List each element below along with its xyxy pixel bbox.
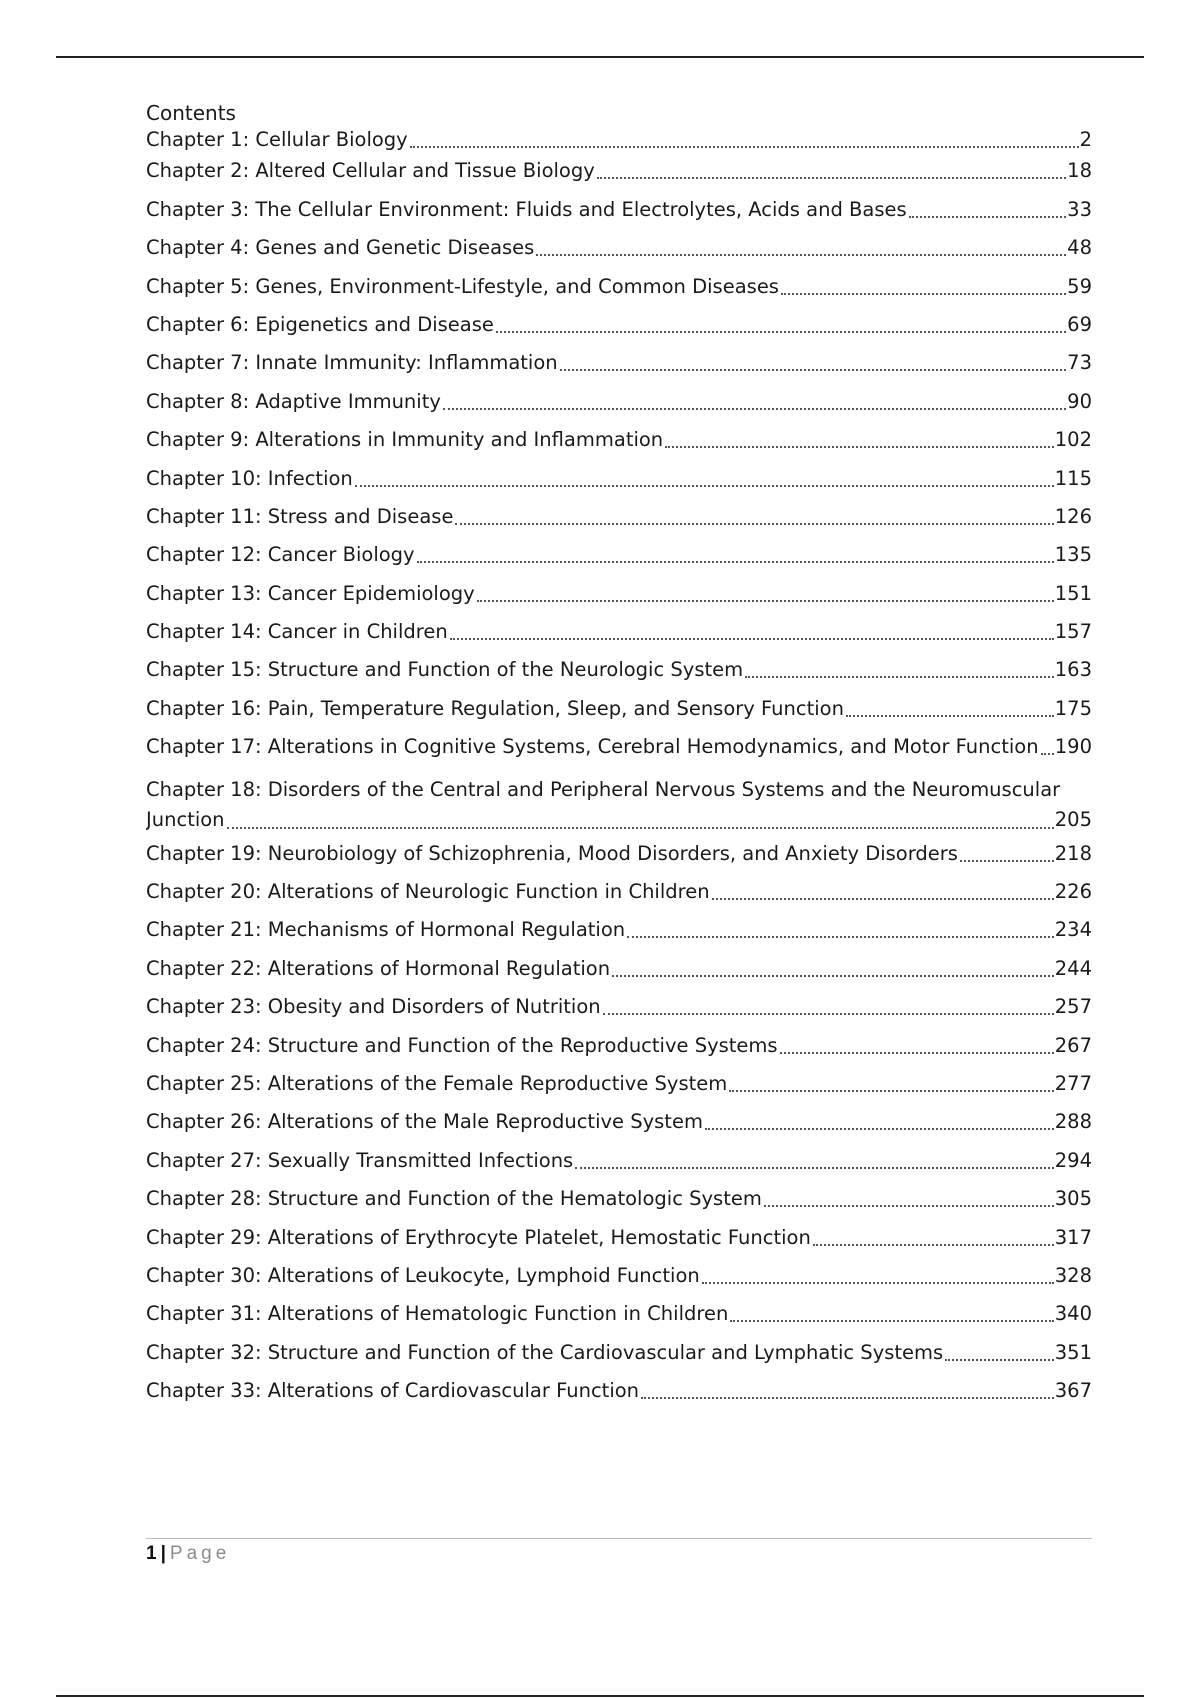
toc-entry-page: 277 (1054, 1071, 1092, 1095)
toc-entry[interactable] (146, 1106, 1092, 1144)
toc-entry[interactable] (146, 991, 1092, 1029)
dot-leader (764, 1205, 1054, 1207)
toc-entry-page: 175 (1054, 696, 1092, 720)
dot-leader (1041, 753, 1054, 755)
toc-entry[interactable] (146, 1260, 1092, 1298)
toc-entry-page: 135 (1054, 543, 1092, 567)
toc-entry-page: 59 (1067, 274, 1092, 298)
top-rule (56, 56, 1144, 58)
toc-entry[interactable] (146, 876, 1092, 914)
toc-entry[interactable] (146, 424, 1092, 462)
toc-entry[interactable] (146, 1029, 1092, 1067)
dot-leader (227, 827, 1054, 829)
dot-leader (781, 293, 1066, 295)
toc-entry-page: 157 (1054, 620, 1092, 644)
toc-entry-title: Chapter 26: Alterations of the Male Reproductive System (146, 1110, 703, 1134)
dot-leader (455, 523, 1053, 525)
toc-entry-title: Chapter 27: Sexually Transmitted Infections (146, 1148, 574, 1172)
toc-entry[interactable] (146, 1183, 1092, 1221)
dot-leader (730, 1320, 1053, 1322)
toc-entry[interactable] (146, 1068, 1092, 1106)
toc-entry-title: Chapter 5: Genes, Environment-Lifestyle, and Common Diseases (146, 274, 779, 298)
toc-entry[interactable] (146, 769, 1092, 837)
toc-entry-page: 244 (1054, 956, 1092, 980)
toc-entry-page: 102 (1054, 428, 1092, 452)
toc-entry[interactable] (146, 539, 1092, 577)
footer-rule (146, 1538, 1092, 1539)
toc-entry-title: Chapter 28: Structure and Function of the Hematologic System (146, 1187, 762, 1211)
toc-entry-page: 328 (1054, 1263, 1092, 1287)
toc-entry[interactable] (146, 577, 1092, 615)
dot-leader (410, 146, 1079, 148)
toc-entry-title: Chapter 2: Altered Cellular and Tissue Biology (146, 159, 595, 183)
dot-leader (575, 1167, 1054, 1169)
toc-entry-title: Chapter 13: Cancer Epidemiology (146, 581, 475, 605)
toc-entry-page: 190 (1054, 735, 1092, 759)
dot-leader (443, 408, 1066, 410)
toc-entry-title: Chapter 24: Structure and Function of the Reproductive Systems (146, 1033, 778, 1057)
toc-entry-title: Chapter 23: Obesity and Disorders of Nutrition (146, 995, 601, 1019)
toc-entry[interactable] (146, 232, 1092, 270)
dot-leader (813, 1244, 1054, 1246)
dot-leader (665, 446, 1054, 448)
dot-leader (627, 936, 1054, 938)
toc-entry-page: 267 (1054, 1033, 1092, 1057)
toc-entry-page: 257 (1054, 995, 1092, 1019)
dot-leader (712, 898, 1054, 900)
toc-entry-title: Chapter 10: Infection (146, 466, 353, 490)
toc-entry-title: Chapter 1: Cellular Biology (146, 128, 408, 151)
toc-entry-title: Chapter 30: Alterations of Leukocyte, Lymphoid Function (146, 1263, 700, 1287)
toc-entry[interactable] (146, 1221, 1092, 1259)
toc-entry[interactable] (146, 616, 1092, 654)
toc-list-continued (146, 837, 1092, 1413)
toc-entry-title: Chapter 33: Alterations of Cardiovascular Function (146, 1379, 640, 1403)
toc-list (146, 126, 1092, 769)
dot-leader (597, 177, 1066, 179)
toc-entry-title: Chapter 9: Alterations in Immunity and Inflammation (146, 428, 664, 452)
toc-entry[interactable] (146, 1336, 1092, 1374)
toc-entry-page: 115 (1054, 466, 1092, 490)
toc-entry-title: Chapter 17: Alterations in Cognitive Systems, Cerebral Hemodynamics, and Motor Function (146, 735, 1039, 759)
toc-entry[interactable] (146, 692, 1092, 730)
toc-entry[interactable] (146, 1375, 1092, 1413)
toc-entry-page: 90 (1067, 389, 1092, 413)
toc-entry[interactable] (146, 1298, 1092, 1336)
dot-leader (702, 1282, 1054, 1284)
toc-entry-page: 163 (1054, 658, 1092, 682)
toc-entry-page: 126 (1054, 504, 1092, 528)
toc-entry-title: Chapter 8: Adaptive Immunity (146, 389, 441, 413)
toc-entry-title-continued: Junction (146, 808, 225, 832)
toc-entry-continuation (146, 804, 1092, 834)
toc-entry-title: Chapter 20: Alterations of Neurologic Function in Children (146, 880, 710, 904)
toc-entry-title: Chapter 4: Genes and Genetic Diseases (146, 236, 535, 260)
toc-entry-title: Chapter 6: Epigenetics and Disease (146, 312, 494, 336)
dot-leader (780, 1052, 1054, 1054)
page-number: 1 (146, 1543, 157, 1564)
toc-entry[interactable] (146, 385, 1092, 423)
toc-entry-page: 226 (1054, 880, 1092, 904)
toc-entry-page: 2 (1079, 128, 1092, 151)
toc-entry[interactable] (146, 501, 1092, 539)
dot-leader (745, 676, 1054, 678)
toc-entry-title: Chapter 18: Disorders of the Central and Peripheral Nervous Systems and the Neuromuscular (146, 778, 1061, 802)
toc-entry-title: Chapter 25: Alterations of the Female Reproductive System (146, 1071, 728, 1095)
toc-entry-title: Chapter 32: Structure and Function of the Cardiovascular and Lymphatic Systems (146, 1340, 944, 1364)
toc-entry-page: 33 (1067, 197, 1092, 221)
toc-entry-title: Chapter 14: Cancer in Children (146, 620, 448, 644)
toc-entry-title: Chapter 3: The Cellular Environment: Fluids and Electrolytes, Acids and Bases (146, 197, 907, 221)
dot-leader (450, 638, 1054, 640)
toc-entry-page: 367 (1054, 1379, 1092, 1403)
dot-leader (603, 1013, 1054, 1015)
dot-leader (960, 860, 1054, 862)
toc-entry-page: 288 (1054, 1110, 1092, 1134)
toc-entry-title: Chapter 11: Stress and Disease (146, 504, 454, 528)
toc-entry[interactable] (146, 126, 1092, 155)
page-footer (146, 1542, 230, 1566)
toc-entry-title: Chapter 19: Neurobiology of Schizophrenia, Mood Disorders, and Anxiety Disorders (146, 841, 958, 865)
toc-entry-page: 317 (1054, 1225, 1092, 1249)
toc-entry[interactable] (146, 193, 1092, 231)
toc-entry[interactable] (146, 837, 1092, 875)
toc-entry-title: Chapter 22: Alterations of Hormonal Regulation (146, 956, 611, 980)
dot-leader (536, 254, 1066, 256)
toc-entry-title: Chapter 31: Alterations of Hematologic Function in Children (146, 1302, 729, 1326)
dot-leader (729, 1090, 1054, 1092)
dot-leader (560, 369, 1067, 371)
toc-entry-title: Chapter 16: Pain, Temperature Regulation, Sleep, and Sensory Function (146, 696, 844, 720)
dot-leader (705, 1128, 1054, 1130)
toc-entry-title: Chapter 15: Structure and Function of the Neurologic System (146, 658, 744, 682)
toc-entry-title: Chapter 29: Alterations of Erythrocyte Platelet, Hemostatic Function (146, 1225, 811, 1249)
toc-entry[interactable] (146, 270, 1092, 308)
toc-entry[interactable] (146, 347, 1092, 385)
table-of-contents (146, 100, 1092, 1413)
toc-entry-page: 151 (1054, 581, 1092, 605)
toc-entry[interactable] (146, 952, 1092, 990)
toc-entry[interactable] (146, 731, 1092, 769)
toc-entry[interactable] (146, 914, 1092, 952)
toc-entry-page: 48 (1067, 236, 1092, 260)
toc-entry-page: 340 (1054, 1302, 1092, 1326)
toc-entry[interactable] (146, 155, 1092, 193)
dot-leader (945, 1359, 1054, 1361)
toc-entry-title: Chapter 7: Innate Immunity: Inflammation (146, 351, 558, 375)
toc-entry-page: 18 (1067, 159, 1092, 183)
toc-entry-page: 294 (1054, 1148, 1092, 1172)
toc-entry-page: 73 (1067, 351, 1092, 375)
dot-leader (641, 1397, 1054, 1399)
toc-heading: Contents (146, 101, 236, 125)
toc-entry[interactable] (146, 1144, 1092, 1182)
toc-entry-page: 218 (1054, 841, 1092, 865)
dot-leader (909, 216, 1066, 218)
dot-leader (417, 561, 1054, 563)
toc-entry-page: 205 (1054, 808, 1092, 832)
toc-entry-title: Chapter 21: Mechanisms of Hormonal Regulation (146, 918, 626, 942)
toc-entry[interactable] (146, 654, 1092, 692)
toc-entry-page: 351 (1054, 1340, 1092, 1364)
dot-leader (612, 975, 1054, 977)
toc-entry[interactable] (146, 462, 1092, 500)
dot-leader (846, 715, 1054, 717)
dot-leader (496, 331, 1066, 333)
toc-entry[interactable] (146, 309, 1092, 347)
toc-entry-page: 305 (1054, 1187, 1092, 1211)
bottom-rule (56, 1695, 1144, 1697)
dot-leader (477, 600, 1054, 602)
dot-leader (355, 485, 1054, 487)
toc-entry-title: Chapter 12: Cancer Biology (146, 543, 415, 567)
toc-entry-page: 234 (1054, 918, 1092, 942)
toc-entry-page: 69 (1067, 312, 1092, 336)
page-label: Page (169, 1543, 231, 1564)
footer-separator: | (160, 1543, 166, 1564)
